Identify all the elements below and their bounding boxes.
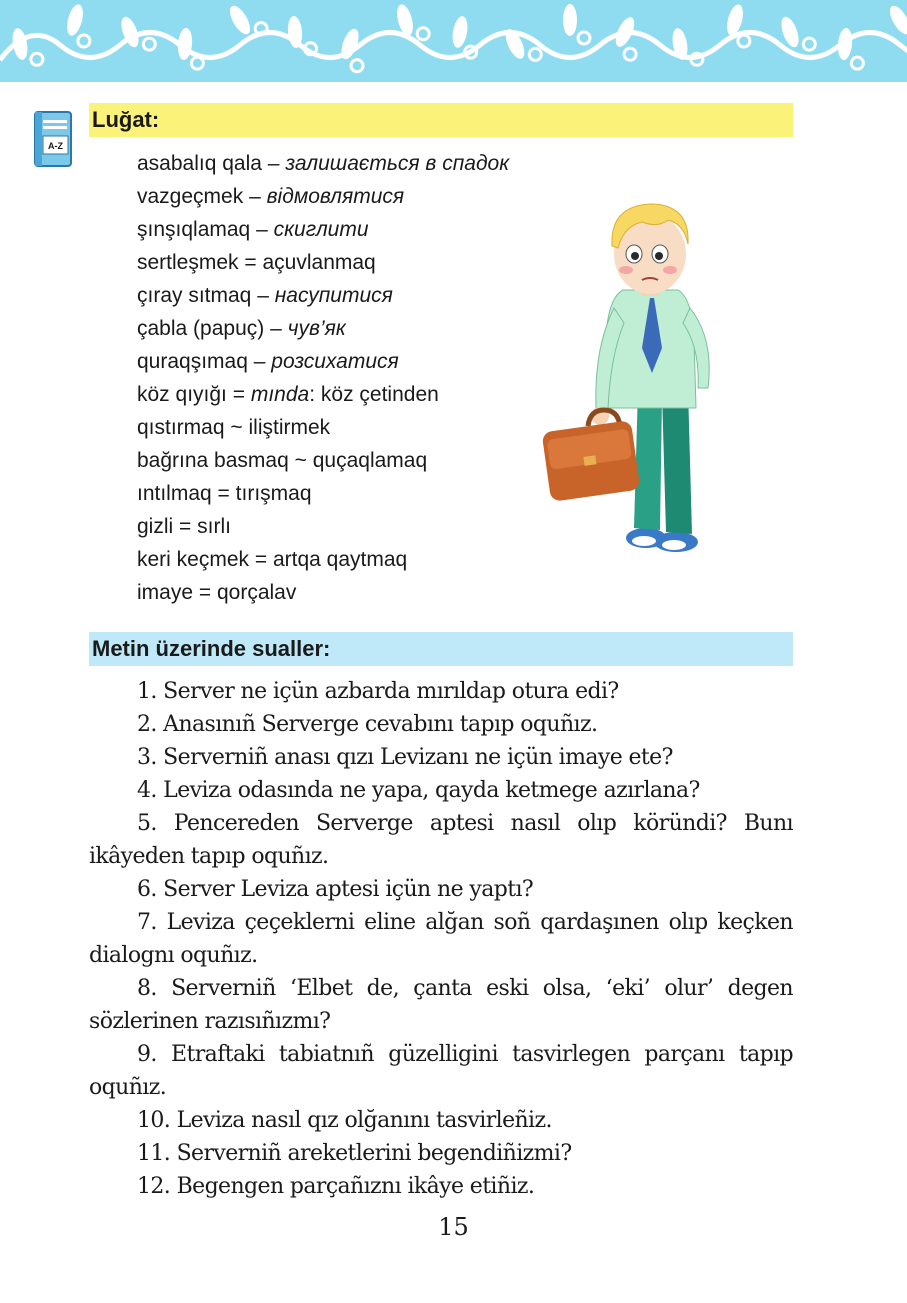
vocabulary-term: çabla (papuç) bbox=[137, 317, 265, 340]
vocabulary-heading: Luğat: bbox=[89, 103, 793, 137]
question-item: 11. Serverniñ areketlerini begendiñizmi? bbox=[137, 1141, 572, 1166]
vocabulary-entry bbox=[137, 444, 557, 477]
vocabulary-translation: скиглити bbox=[273, 218, 369, 241]
questions-heading: Metin üzerinde sualler: bbox=[89, 632, 793, 666]
vocabulary-entry bbox=[137, 378, 557, 411]
question-item: 4. Leviza odasında ne yapa, qayda ketmege azırlana? bbox=[137, 778, 700, 803]
vocabulary-separator: – bbox=[267, 152, 280, 175]
vocabulary-separator: – bbox=[256, 218, 268, 241]
vocabulary-term: qıstırmaq bbox=[137, 416, 225, 439]
vocabulary-synonym: quçaqlamaq bbox=[312, 449, 428, 472]
vocabulary-translation: чув’як bbox=[287, 317, 346, 340]
vocabulary-translation: mında bbox=[250, 383, 310, 406]
vocabulary-entry bbox=[137, 576, 557, 609]
vocabulary-separator: = bbox=[217, 482, 230, 505]
vocabulary-translation: залишається в спадок bbox=[285, 152, 510, 175]
page-number: 15 bbox=[438, 1213, 469, 1241]
questions-list bbox=[89, 675, 793, 1203]
vocabulary-entry bbox=[137, 246, 557, 279]
vocabulary-entry bbox=[137, 213, 557, 246]
question-item: 1. Server ne içün azbarda mırıldap otura edi? bbox=[137, 679, 619, 704]
question-item: 12. Begengen parçañıznı ikâye etiñiz. bbox=[137, 1174, 535, 1199]
vocabulary-translation: відмовлятися bbox=[266, 185, 405, 208]
question-item: 7. Leviza çeçeklerni eline alğan soñ qardaşınen olıp keçken dialognı oquñız. bbox=[89, 910, 793, 968]
vocabulary-entry bbox=[137, 543, 557, 576]
question-item: 8. Serverniñ ‘Elbet de, çanta eski olsa, ‘eki’ olur’ degen sözlerinen razısıñızmı? bbox=[89, 976, 793, 1034]
vocabulary-synonym: tırışmaq bbox=[235, 482, 312, 505]
vocabulary-term: vazgeçmek bbox=[137, 185, 244, 208]
vocabulary-entry bbox=[137, 411, 557, 444]
vocabulary-term: köz qıyığı bbox=[137, 383, 227, 406]
vocabulary-entry bbox=[137, 312, 557, 345]
question-item: 3. Serverniñ anası qızı Levizanı ne içün imaye ete? bbox=[137, 745, 673, 770]
vocabulary-term: quraqşımaq bbox=[137, 350, 248, 373]
vocabulary-separator: = bbox=[244, 251, 257, 274]
vocabulary-entry bbox=[137, 510, 557, 543]
boy-with-briefcase-illustration bbox=[538, 198, 738, 558]
vocabulary-separator: = bbox=[198, 581, 212, 604]
vocabulary-term: bağrına basmaq bbox=[137, 449, 289, 472]
floral-ornament bbox=[0, 0, 907, 82]
vocabulary-term: sertleşmek bbox=[137, 251, 239, 274]
vocabulary-term: keri keçmek bbox=[137, 548, 250, 571]
question-item: 6. Server Leviza aptesi içün ne yaptı? bbox=[137, 877, 534, 902]
vocabulary-term: çıray sıtmaq bbox=[137, 284, 252, 307]
vocabulary-separator: – bbox=[249, 185, 261, 208]
ornamental-banner bbox=[0, 0, 907, 82]
vocabulary-separator: = bbox=[254, 548, 268, 571]
vocabulary-synonym: : köz çetinden bbox=[309, 383, 439, 406]
question-item: 10. Leviza nasıl qız olğanını tasvirleñiz. bbox=[137, 1108, 552, 1133]
vocabulary-separator: ~ bbox=[294, 449, 307, 472]
vocabulary-synonym: açuvlanmaq bbox=[262, 251, 376, 274]
vocabulary-entry bbox=[137, 180, 557, 213]
vocabulary-separator: = bbox=[232, 383, 245, 406]
vocabulary-translation: розсихатися bbox=[271, 350, 399, 373]
vocabulary-term: şınşıqlamaq bbox=[137, 218, 251, 241]
vocabulary-synonym: iliştirmek bbox=[248, 416, 331, 439]
question-item: 9. Etraftaki tabiatnıñ güzelligini tasvirlegen parçanı tapıp oquñız. bbox=[89, 1042, 793, 1100]
vocabulary-synonym: artqa qaytmaq bbox=[272, 548, 408, 571]
vocabulary-entry bbox=[137, 477, 557, 510]
vocabulary-translation: насупитися bbox=[274, 284, 393, 307]
vocabulary-separator: – bbox=[270, 317, 282, 340]
dictionary-icon-label: A-Z bbox=[48, 141, 63, 151]
vocabulary-entry bbox=[137, 147, 557, 180]
vocabulary-term: imaye bbox=[137, 581, 194, 604]
vocabulary-term: ıntılmaq bbox=[137, 482, 212, 505]
vocabulary-separator: – bbox=[257, 284, 269, 307]
vocabulary-entry bbox=[137, 279, 557, 312]
question-item: 2. Anasınıñ Serverge cevabını tapıp oquñız. bbox=[137, 712, 598, 737]
question-item: 5. Pencereden Serverge aptesi nasıl olıp köründi? Bunı ikâyeden tapıp oquñız. bbox=[89, 811, 793, 869]
vocabulary-separator: = bbox=[179, 515, 192, 538]
vocabulary-synonym: qorçalav bbox=[216, 581, 297, 604]
dictionary-book-icon bbox=[31, 110, 75, 168]
vocabulary-entry bbox=[137, 345, 557, 378]
vocabulary-list bbox=[137, 147, 557, 609]
vocabulary-synonym: sırlı bbox=[197, 515, 231, 538]
vocabulary-separator: – bbox=[253, 350, 266, 373]
vocabulary-separator: ~ bbox=[230, 416, 243, 439]
vocabulary-term: asabalıq qala bbox=[137, 152, 262, 175]
vocabulary-term: gizli bbox=[137, 515, 174, 538]
